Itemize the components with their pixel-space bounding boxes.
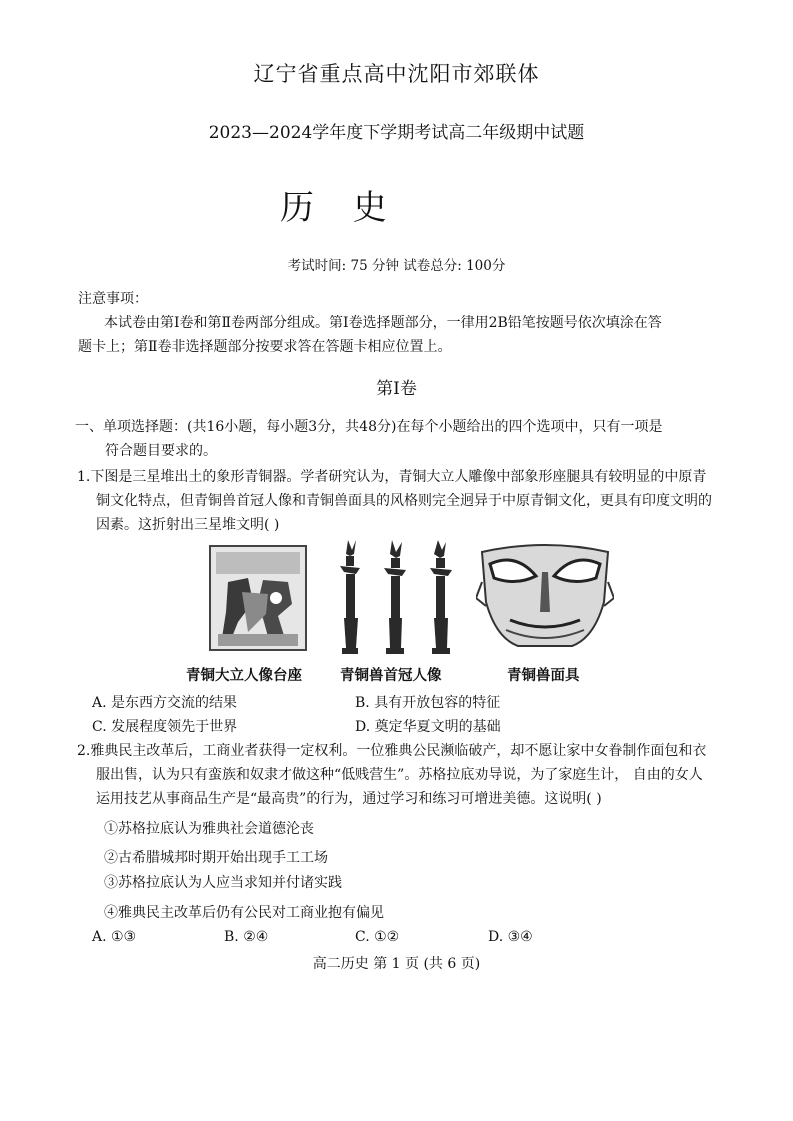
caption-mask: 青铜兽面具	[507, 667, 580, 684]
q2-stem-2: 服出售，认为只有蛮族和奴隶才做这种“低贱营生”。苏格拉底劝导说，为了家庭生计， 自由的女人	[96, 767, 703, 783]
part1-instruction-1: 一、单项选择题：(共16小题，每小题3分，共48分)在每个小题给出的四个选项中，只有一项是	[75, 419, 663, 435]
notice-title: 注意事项：	[78, 291, 148, 307]
section-title: 第Ⅰ卷	[376, 379, 417, 399]
q2-stem-3: 运用技艺从事商品生产是“最高贵”的行为，通过学习和练习可增进美德。这说明( )	[96, 791, 602, 807]
subject-title: 历 史	[280, 188, 401, 228]
q1-stem-3: 因素。这折射出三星堆文明( )	[96, 517, 280, 533]
q1-option-a[interactable]: A. 是东西方交流的结果	[92, 695, 238, 711]
q1-option-d[interactable]: D. 奠定华夏文明的基础	[355, 719, 501, 735]
bronze-pedestal-image	[208, 542, 308, 654]
notice-line-1: 本试卷由第Ⅰ卷和第Ⅱ卷两部分组成。第Ⅰ卷选择题部分，一律用2B铅笔按题号依次填涂在答	[104, 315, 662, 331]
caption-figurines: 青铜兽首冠人像	[340, 667, 442, 684]
q2-item-2: ②古希腊城邦时期开始出现手工工场	[104, 850, 328, 866]
bronze-figurines-image	[330, 538, 470, 656]
exam-meta: 考试时间: 75 分钟 试卷总分: 100分	[287, 258, 506, 274]
q2-option-c[interactable]: C. ①②	[355, 929, 400, 945]
q2-item-1: ①苏格拉底认为雅典社会道德沦丧	[104, 821, 314, 837]
q1-option-b[interactable]: B. 具有开放包容的特征	[355, 695, 501, 711]
q2-item-3: ③苏格拉底认为人应当求知并付诸实践	[104, 875, 342, 891]
exam-title: 2023—2024学年度下学期考试高二年级期中试题	[208, 123, 585, 143]
q2-option-b[interactable]: B. ②④	[224, 929, 269, 945]
caption-pedestal: 青铜大立人像台座	[186, 667, 302, 684]
q2-stem-1: 2.雅典民主改革后，工商业者获得一定权利。一位雅典公民濒临破产，却不愿让家中女眷制作面包和衣	[77, 743, 707, 759]
q2-item-4: ④雅典民主改革后仍有公民对工商业抱有偏见	[104, 905, 384, 921]
q1-stem-1: 1.下图是三星堆出土的象形青铜器。学者研究认为，青铜大立人雕像中部象形座腿具有较明显的中原青	[77, 469, 707, 485]
notice-line-2: 题卡上；第Ⅱ卷非选择题部分按要求答在答题卡相应位置上。	[78, 339, 452, 355]
bronze-mask-image	[476, 542, 614, 654]
q1-option-c[interactable]: C. 发展程度领先于世界	[92, 719, 238, 735]
part1-instruction-2: 符合题目要求的。	[105, 443, 217, 459]
page-footer: 高二历史 第 1 页 (共 6 页)	[312, 956, 481, 972]
q2-option-d[interactable]: D. ③④	[488, 929, 533, 945]
school-title: 辽宁省重点高中沈阳市郊联体	[253, 62, 540, 86]
q2-option-a[interactable]: A. ①③	[92, 929, 137, 945]
q1-stem-2: 铜文化特点，但青铜兽首冠人像和青铜兽面具的风格则完全迥异于中原青铜文化，更具有印度文明的	[96, 493, 712, 509]
